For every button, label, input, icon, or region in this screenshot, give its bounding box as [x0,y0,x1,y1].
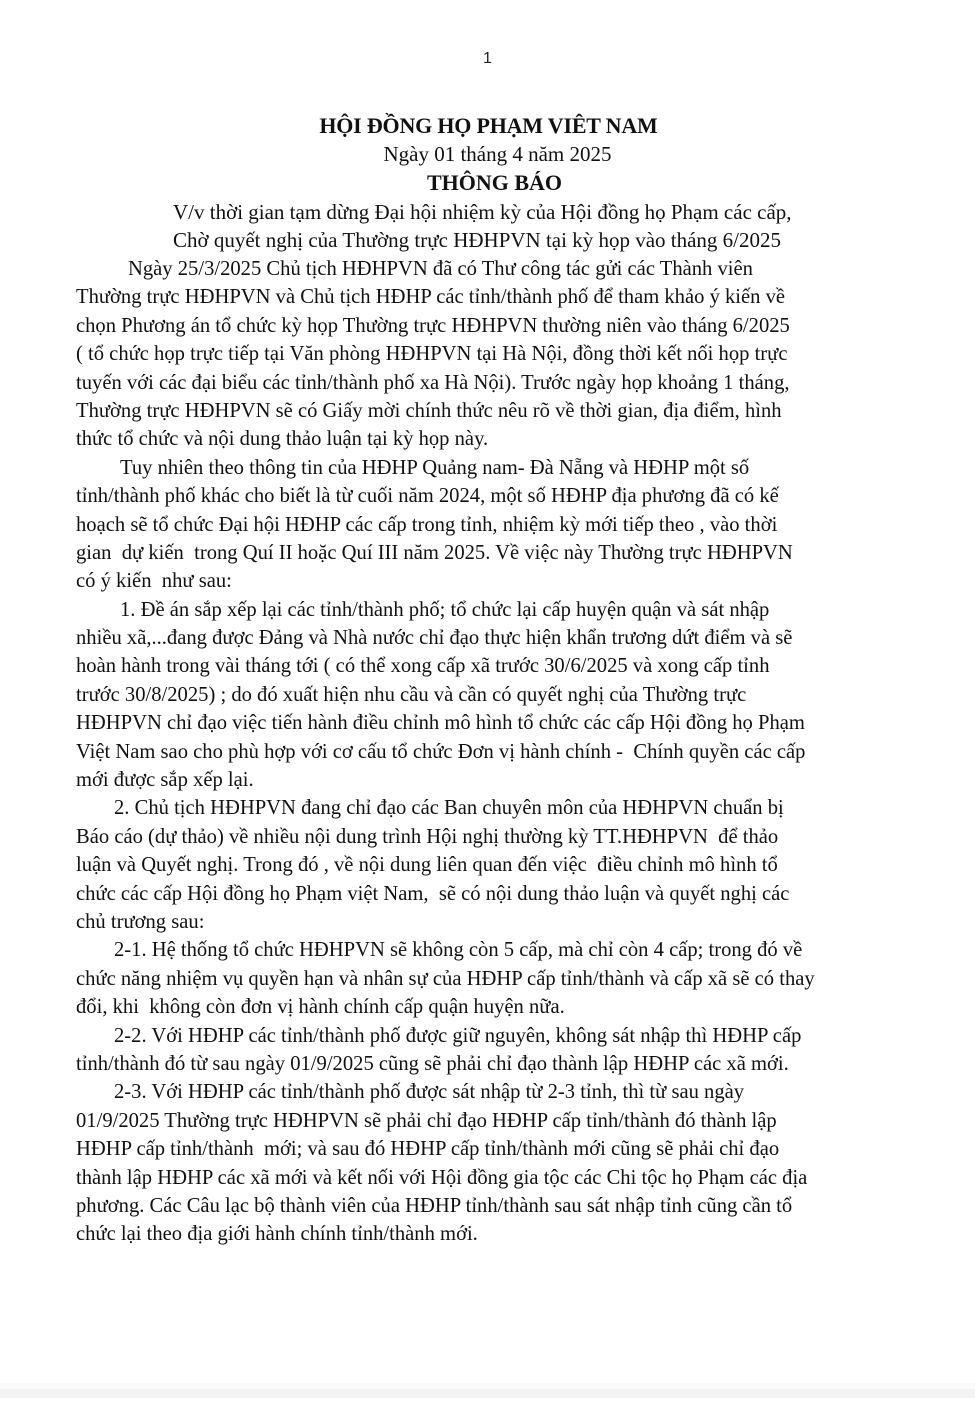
paragraph-however [76,454,916,596]
text-line: thành lập HĐHP các xã mới và kết nối với Hội đồng gia tộc các Chi tộc họ Phạm các địa [76,1166,808,1189]
list-item-2-3 [76,1078,916,1248]
text-line: chức lại theo địa giới hành chính tỉnh/thành mới. [76,1223,478,1246]
text-line: 2-2. Với HĐHP các tỉnh/thành phố được giữ nguyên, không sát nhập thì HĐHP cấp [114,1024,802,1047]
list-item-2 [76,794,916,936]
page-separator [0,1389,975,1398]
text-line: phương. Các Câu lạc bộ thành viên của HĐHP tỉnh/thành sau sát nhập tỉnh cũng cần tổ [76,1194,793,1217]
text-line: 01/9/2025 Thường trực HĐHPVN sẽ phải chỉ đạo HĐHP cấp tỉnh/thành đó thành lập [76,1109,777,1132]
text-line: Thường trực HĐHPVN và Chủ tịch HĐHP các tỉnh/thành phố để tham khảo ý kiến về [76,286,786,309]
paragraph-intro [76,255,916,454]
text-line: trước 30/8/2025) ; do đó xuất hiện nhu cầu và cần có quyết nghị của Thường trực [76,683,747,706]
organization-name: HỘI ĐỒNG HỌ PHẠM VIÊT NAM [319,113,658,138]
text-line: mới được sắp xếp lại. [76,769,254,792]
document-header [0,112,975,254]
text-line: đổi, khi không còn đơn vị hành chính cấp quận huyện nữa. [76,996,565,1019]
subject-line: V/v thời gian tạm dừng Đại hội nhiệm kỳ của Hội đồng họ Phạm các cấp, [173,200,792,224]
text-line: chọn Phương án tổ chức kỳ họp Thường trực HĐHPVN thường niên vào tháng 6/2025 [76,314,790,337]
text-line: hoàn hành trong vài tháng tới ( có thể xong cấp xã trước 30/6/2025 và xong cấp tỉnh [76,655,770,678]
text-line: Thường trực HĐHPVN sẽ có Giấy mời chính thức nêu rõ về thời gian, địa điểm, hình [76,399,782,422]
text-line: 1. Đề án sắp xếp lại các tỉnh/thành phố; tổ chức lại cấp huyện quận và sát nhập [120,598,770,621]
text-line: chức các cấp Hội đồng họ Phạm việt Nam, sẽ có nội dung thảo luận và quyết nghị các [76,882,790,905]
text-line: thức tổ chức và nội dung thảo luận tại kỳ họp này. [76,428,489,451]
text-line: HĐHP cấp tỉnh/thành mới; và sau đó HĐHP cấp tỉnh/thành mới cũng sẽ phải chỉ đạo [76,1138,780,1161]
page-number: 1 [483,50,492,67]
text-line: 2-1. Hệ thống tổ chức HĐHPVN sẽ không còn 5 cấp, mà chỉ còn 4 cấp; trong đó về [114,939,803,962]
text-line: 2. Chủ tịch HĐHPVN đang chỉ đạo các Ban chuyên môn của HĐHPVN chuẩn bị [114,797,784,820]
text-line: nhiều xã,...đang được Đảng và Nhà nước chỉ đạo thực hiện khẩn trương dứt điểm và sẽ [76,627,793,650]
text-line: ( tổ chức họp trực tiếp tại Văn phòng HĐHPVN tại Hà Nội, đồng thời kết nối họp trực [76,343,788,366]
document-title: THÔNG BÁO [426,170,563,195]
text-line: tuyến với các đại biểu các tỉnh/thành phố xa Hà Nội). Trước ngày họp khoảng 1 tháng, [76,371,790,394]
text-line: hoạch sẽ tổ chức Đại hội HĐHP các cấp trong tỉnh, nhiệm kỳ mới tiếp theo , vào thời [76,513,778,536]
text-line: tỉnh/thành đó từ sau ngày 01/9/2025 cũng sẽ phải chỉ đạo thành lập HĐHP các xã mới. [76,1052,789,1075]
text-line: Việt Nam sao cho phù hợp với cơ cấu tổ chức Đơn vị hành chính - Chính quyền các cấp [76,740,806,763]
list-item-1 [76,596,916,795]
text-line: tỉnh/thành phố khác cho biết là từ cuối năm 2024, một số HĐHP địa phương đã có kế [76,485,779,508]
text-line: chủ trương sau: [76,910,205,933]
text-line: luận và Quyết nghị. Trong đó , về nội dung liên quan đến việc điều chỉnh mô hình tổ [76,854,778,877]
text-line: HĐHPVN chỉ đạo việc tiến hành điều chỉnh mô hình tổ chức các cấp Hội đồng họ Phạm [76,712,805,735]
text-line: có ý kiến như sau: [76,570,232,593]
list-item-2-1 [76,936,916,1021]
text-line: Báo cáo (dự thảo) về nhiều nội dung trình Hội nghị thường kỳ TT.HĐHPVN để thảo [76,825,779,848]
list-item-2-2 [76,1022,916,1079]
document-body [76,255,916,1249]
text-line: chức năng nhiệm vụ quyền hạn và nhân sự của HĐHP cấp tỉnh/thành và cấp xã sẽ có thay [76,967,815,990]
subject-line: Chờ quyết nghị của Thường trực HĐHPVN tại kỳ họp vào tháng 6/2025 [173,228,782,252]
text-line: 2-3. Với HĐHP các tỉnh/thành phố được sát nhập từ 2-3 tỉnh, thì từ sau ngày [114,1081,745,1104]
text-line: Tuy nhiên theo thông tin của HĐHP Quảng nam- Đà Nẵng và HĐHP một số [120,456,750,479]
text-line: Ngày 25/3/2025 Chủ tịch HĐHPVN đã có Thư công tác gửi các Thành viên [128,258,753,280]
document-date: Ngày 01 tháng 4 năm 2025 [383,142,612,166]
text-line: gian dự kiến trong Quí II hoặc Quí III năm 2025. Về việc này Thường trực HĐHPVN [76,541,793,564]
